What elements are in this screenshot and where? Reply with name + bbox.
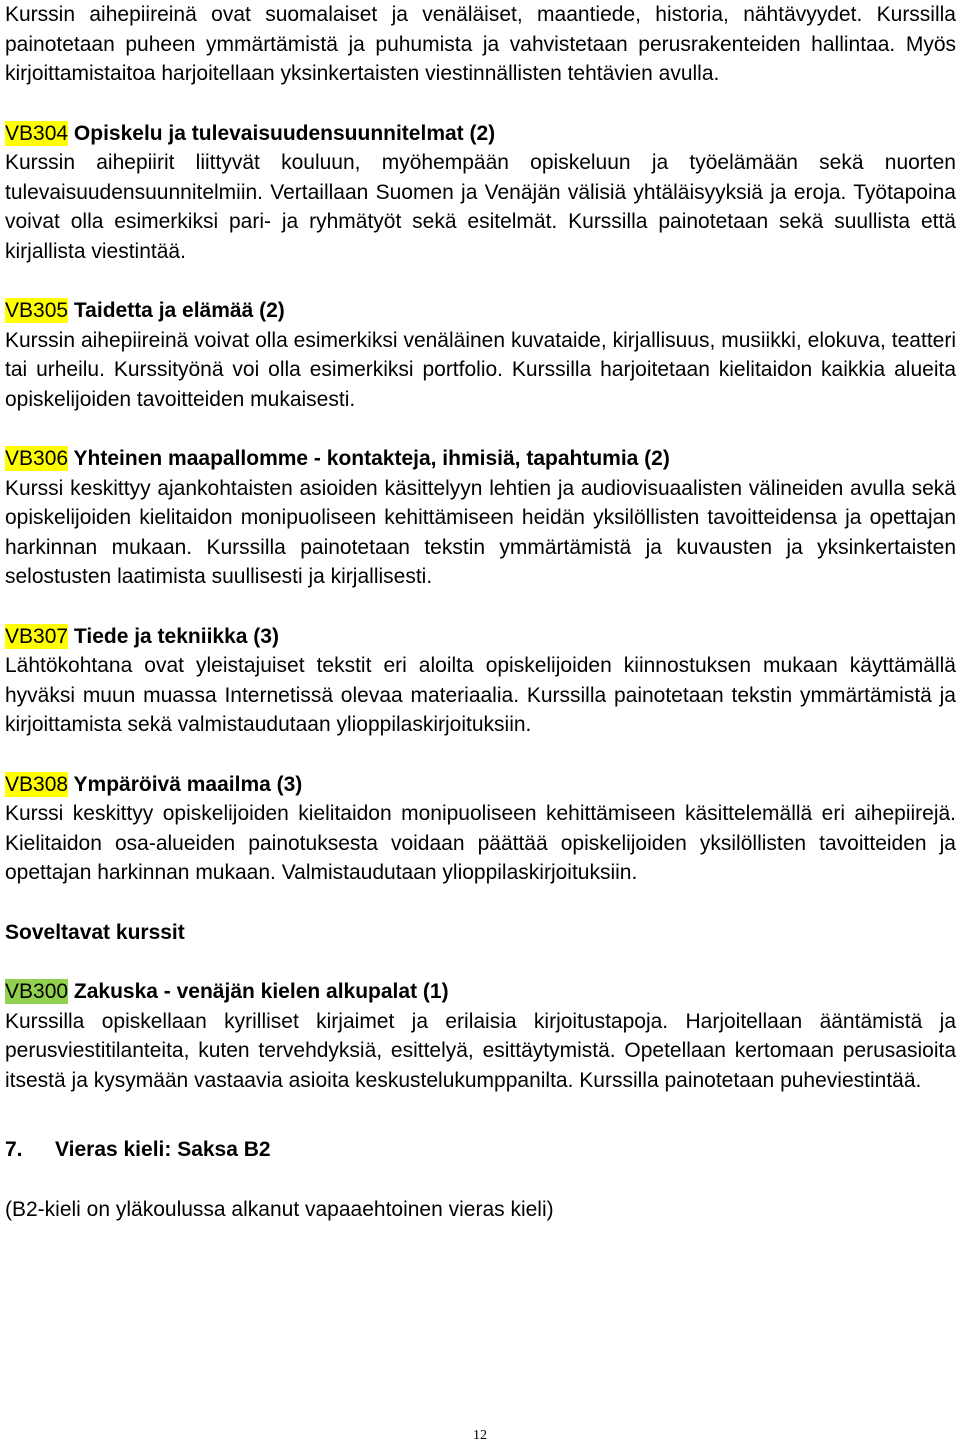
course-description: Kurssi keskittyy ajankohtaisten asioiden käsittelyyn lehtien ja audiovisuaalisten välineiden avulla sekä opiskelijoiden kielitaidon monipuoliseen kehittämiseen heidän yksilöllisten tavoitteidensa ja opettajan harkinnan mukaan. Kurssilla painotetaan tekstin ymmärtämistä ja kuvausten ja yksinkertaisten selostusten laatimista suullisesti ja kirjallisesti. xyxy=(5,476,956,588)
chapter-title: Vieras kieli: Saksa B2 xyxy=(55,1138,271,1161)
page-number: 12 xyxy=(473,1428,487,1443)
course-vb300 xyxy=(5,977,956,1095)
course-code: VB307 xyxy=(5,624,69,648)
course-code: VB300 xyxy=(5,980,69,1003)
course-vb304 xyxy=(5,119,956,267)
course-description: Kurssin aihepiireinä voivat olla esimerkiksi venäläinen kuvataide, kirjallisuus, musiikki, elokuva, teatteri tai urheilu. Kurssityönä voi olla esimerkiksi portfolio. Kurssilla harjoitetaan kielitaidon kaikkia alueita opiskelijoiden tavoitteiden mukaisesti. xyxy=(5,328,956,411)
course-title: Yhteinen maapallomme - kontakteja, ihmisiä, tapahtumia (2) xyxy=(73,447,670,470)
chapter-note: (B2-kieli on yläkoulussa alkanut vapaaehtoinen vieras kieli) xyxy=(5,1197,554,1221)
course-title: Opiskelu ja tulevaisuudensuunnitelmat (2) xyxy=(73,121,496,145)
course-vb306 xyxy=(5,444,956,592)
course-vb308 xyxy=(5,770,956,888)
course-heading xyxy=(5,444,956,474)
course-title: Taidetta ja elämää (2) xyxy=(73,299,285,322)
course-heading xyxy=(5,622,956,652)
course-vb307 xyxy=(5,622,956,740)
course-vb305 xyxy=(5,296,956,414)
course-description: Kurssin aihepiirit liittyvät kouluun, myöhempään opiskeluun ja työelämään sekä nuorten tulevaisuudensuunnitelmiin. Vertaillaan Suomen ja Venäjän välisiä yhtäläisyyksiä ja eroja. Työtapoina voivat olla esimerkiksi pari- ja ryhmätyöt sekä esitelmät. Kurssilla painotetaan sekä suullista että kirjallista viestintää. xyxy=(5,151,956,263)
course-heading xyxy=(5,770,956,800)
course-description: Kurssilla opiskellaan kyrilliset kirjaimet ja erilaisia kirjoitustapoja. Harjoitellaan ääntämistä ja perusviestitilanteita, kuten tervehdyksiä, esittelyä, esittäytymistä. Opetellaan kertomaan perusasioita itsestä ja kysymään vastaavia asioita keskustelukumppanilta. Kurssilla painotetaan puheviestintää. xyxy=(5,1009,956,1092)
course-description: Lähtökohtana ovat yleistajuiset tekstit eri aloilta opiskelijoiden kiinnostuksen mukaan käyttämällä hyväksi muun muassa Internetissä olevaa materiaalia. Kurssilla painotetaan tekstin ymmärtämistä ja kirjoittamista sekä valmistaudutaan ylioppilaskirjoituksiin. xyxy=(5,654,956,736)
course-description: Kurssi keskittyy opiskelijoiden kielitaidon monipuoliseen kehittämiseen käsittelemällä eri aihepiirejä. Kielitaidon osa-alueiden painotuksesta voidaan päättää opiskelijoiden yksilöllisten tavoitteiden ja opettajan harkinnan mukaan. Valmistaudutaan ylioppilaskirjoituksiin. xyxy=(5,802,956,884)
course-title: Tiede ja tekniikka (3) xyxy=(73,624,279,648)
course-heading xyxy=(5,296,956,326)
course-title: Ympäröivä maailma (3) xyxy=(73,772,303,796)
document-page xyxy=(5,0,956,1224)
course-heading xyxy=(5,977,956,1007)
chapter-heading xyxy=(5,1135,956,1165)
course-title: Zakuska - venäjän kielen alkupalat (1) xyxy=(73,980,449,1003)
intro-paragraph: Kurssin aihepiireinä ovat suomalaiset ja venäläiset, maantiede, historia, nähtävyydet. Kurssilla painotetaan puheen ymmärtämistä ja puhumista ja vahvistetaan perusrakenteiden hallintaa. Myös kirjoittamistaitoa harjoitellaan yksinkertaisten viestinnällisten tehtävien avulla. xyxy=(5,3,956,85)
course-heading xyxy=(5,119,956,149)
chapter-number: 7. xyxy=(5,1138,23,1161)
course-code: VB308 xyxy=(5,772,69,796)
course-code: VB305 xyxy=(5,299,69,322)
section-heading-applied: Soveltavat kurssit xyxy=(5,920,185,944)
course-code: VB304 xyxy=(5,121,69,145)
course-code: VB306 xyxy=(5,447,69,470)
